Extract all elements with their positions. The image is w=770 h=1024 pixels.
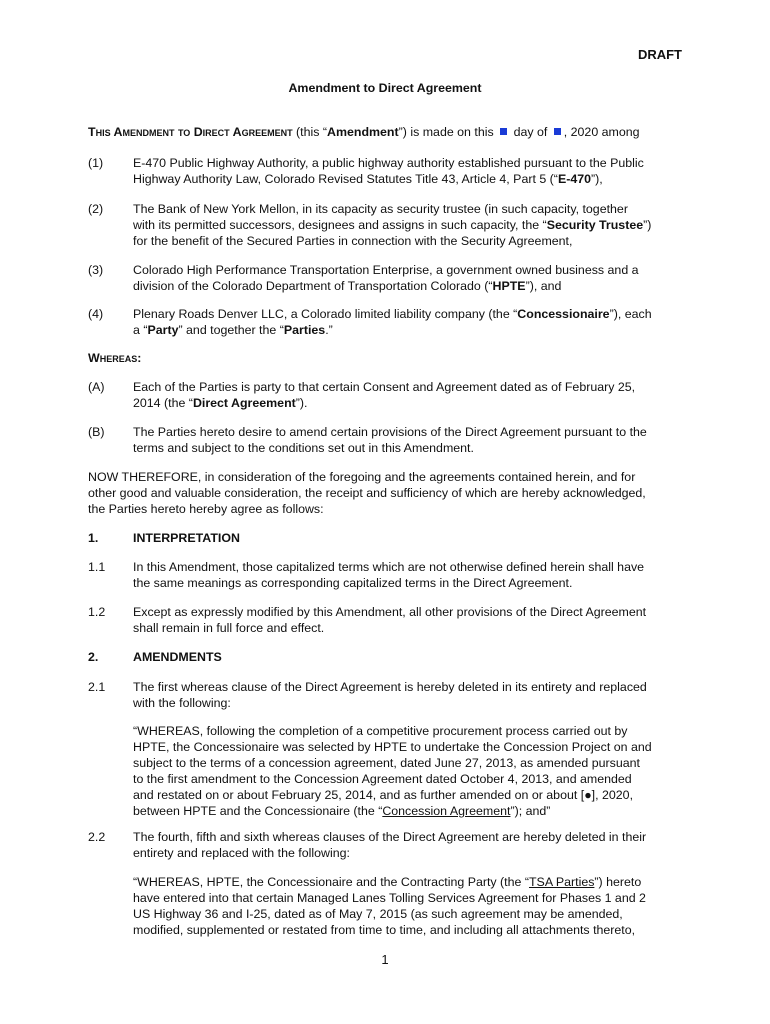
quote-line: US Highway 36 and I-25, dated as of May 7, 2015 (as such agreement may be amended, — [133, 907, 623, 921]
whereas-heading: Whereas: — [88, 351, 142, 365]
defined-term: Direct Agreement — [192, 396, 296, 410]
clause-number: 2.2 — [88, 830, 106, 844]
clause-2-1-text — [133, 679, 683, 711]
party-number: (2) — [88, 202, 104, 216]
recital-a-text — [133, 379, 683, 411]
party-4-text — [133, 306, 683, 338]
section-number: 1. — [88, 531, 99, 545]
draft-label: DRAFT — [637, 47, 682, 62]
party-number: (3) — [88, 263, 104, 277]
clause-number: 1.1 — [88, 560, 106, 574]
quote-line: “WHEREAS, HPTE, the Concessionaire and the Contracting Party (the “TSA Parties”) hereto — [133, 875, 642, 889]
clause-number: 2.1 — [88, 680, 106, 694]
party-line: E-470 Public Highway Authority, a public highway authority established pursuant to the Public — [133, 156, 644, 170]
recital-line: terms and subject to the conditions set out in this Amendment. — [133, 441, 474, 455]
clause-2-2-text — [133, 829, 683, 861]
section-heading-interpretation: INTERPRETATION — [133, 531, 240, 545]
party-line: Highway Authority Law, Colorado Revised Statutes Title 43, Article 4, Part 5 (“E-470”), — [133, 172, 603, 186]
quote-line: and restated on or about February 25, 2014, and as further amended on or about [●], 2020, — [133, 788, 634, 802]
recital-number: (B) — [88, 425, 105, 439]
quote-line: modified, supplemented or restated from time to time, and including all attachments thereto, — [133, 923, 636, 937]
defined-term: Concessionaire — [517, 307, 610, 321]
quote-line: between HPTE and the Concessionaire (the “Concession Agreement”); and” — [133, 804, 551, 818]
defined-term-amendment: Amendment — [327, 125, 399, 139]
clause-1-2-text — [133, 604, 683, 636]
intro-paragraph — [88, 124, 683, 140]
party-3-text — [133, 262, 683, 294]
party-2-text — [133, 201, 683, 249]
clause-number: 1.2 — [88, 605, 106, 619]
recital-line: 2014 (the “Direct Agreement”). — [133, 396, 308, 410]
quote-2-2 — [133, 874, 683, 938]
party-line: with its permitted successors, designees and assigns in such capacity, the “Security Trustee”) — [133, 218, 652, 232]
section-heading-amendments: AMENDMENTS — [133, 650, 222, 664]
party-line: Plenary Roads Denver LLC, a Colorado limited liability company (the “Concessionaire”), each — [133, 307, 652, 321]
intro-text: , 2020 among — [563, 125, 640, 139]
party-line: for the benefit of the Secured Parties in connection with the Security Agreement, — [133, 234, 573, 248]
party-line: Colorado High Performance Transportation Enterprise, a government owned business and a — [133, 263, 639, 277]
intro-text: ”) is made on this — [398, 125, 498, 139]
defined-term: E-470 — [557, 172, 592, 186]
defined-term: Party — [147, 323, 179, 337]
party-number: (1) — [88, 156, 104, 170]
quote-2-1 — [133, 723, 683, 819]
quote-line: subject to the terms of a concession agreement, dated June 27, 2013, as amended pursuant — [133, 756, 640, 770]
document-title: Amendment to Direct Agreement — [288, 81, 482, 95]
party-1-text — [133, 155, 683, 187]
clause-line: The fourth, fifth and sixth whereas clauses of the Direct Agreement are hereby deleted in their — [133, 830, 647, 844]
quote-line: “WHEREAS, following the completion of a competitive procurement process carried out by — [133, 724, 628, 738]
paragraph-line: the Parties hereto hereby agree as follows: — [88, 502, 324, 516]
clause-line: The first whereas clause of the Direct Agreement is hereby deleted in its entirety and replaced — [133, 680, 647, 694]
clause-1-1-text — [133, 559, 683, 591]
defined-term-underlined: Concession Agreement — [382, 804, 511, 818]
placeholder-bullet: ● — [584, 788, 592, 802]
section-number: 2. — [88, 650, 99, 664]
intro-lead: This Amendment to Direct Agreement — [88, 125, 293, 139]
paragraph-line: NOW THEREFORE, in consideration of the foregoing and the agreements contained herein, and for — [88, 470, 636, 484]
defined-term: Security Trustee — [546, 218, 644, 232]
quote-line: have entered into that certain Managed Lanes Tolling Services Agreement for Phases 1 and 2 — [133, 891, 646, 905]
defined-term-underlined: TSA Parties — [528, 875, 595, 889]
paragraph-line: other good and valuable consideration, the receipt and sufficiency of which are hereby acknowledged, — [88, 486, 646, 500]
clause-line: shall remain in full force and effect. — [133, 621, 325, 635]
day-field-marker[interactable] — [500, 128, 507, 135]
recital-line: Each of the Parties is party to that certain Consent and Agreement dated as of February 25, — [133, 380, 636, 394]
clause-line: Except as expressly modified by this Amendment, all other provisions of the Direct Agreement — [133, 605, 647, 619]
party-line: The Bank of New York Mellon, in its capacity as security trustee (in such capacity, together — [133, 202, 628, 216]
party-number: (4) — [88, 307, 104, 321]
intro-text: day of — [510, 125, 551, 139]
page-number: 1 — [381, 952, 389, 967]
defined-term: Parties — [283, 323, 326, 337]
clause-line: the same meanings as corresponding capitalized terms in the Direct Agreement. — [133, 576, 573, 590]
defined-term: HPTE — [492, 279, 526, 293]
clause-line: In this Amendment, those capitalized terms which are not otherwise defined herein shall have — [133, 560, 645, 574]
quote-line: HPTE, the Concessionaire was selected by HPTE to undertake the Concession Project on and — [133, 740, 652, 754]
now-therefore-paragraph — [88, 469, 683, 517]
recital-number: (A) — [88, 380, 105, 394]
party-line: division of the Colorado Department of Transportation Colorado (“HPTE”), and — [133, 279, 562, 293]
quote-line: to the first amendment to the Concession Agreement dated October 4, 2013, and amended — [133, 772, 632, 786]
party-line: a “Party” and together the “Parties.” — [133, 323, 333, 337]
month-field-marker[interactable] — [554, 128, 561, 135]
recital-line: The Parties hereto desire to amend certain provisions of the Direct Agreement pursuant to the — [133, 425, 647, 439]
clause-line: with the following: — [133, 696, 231, 710]
intro-text: (this “ — [292, 125, 328, 139]
recital-b-text — [133, 424, 683, 456]
clause-line: entirety and replaced with the following: — [133, 846, 350, 860]
